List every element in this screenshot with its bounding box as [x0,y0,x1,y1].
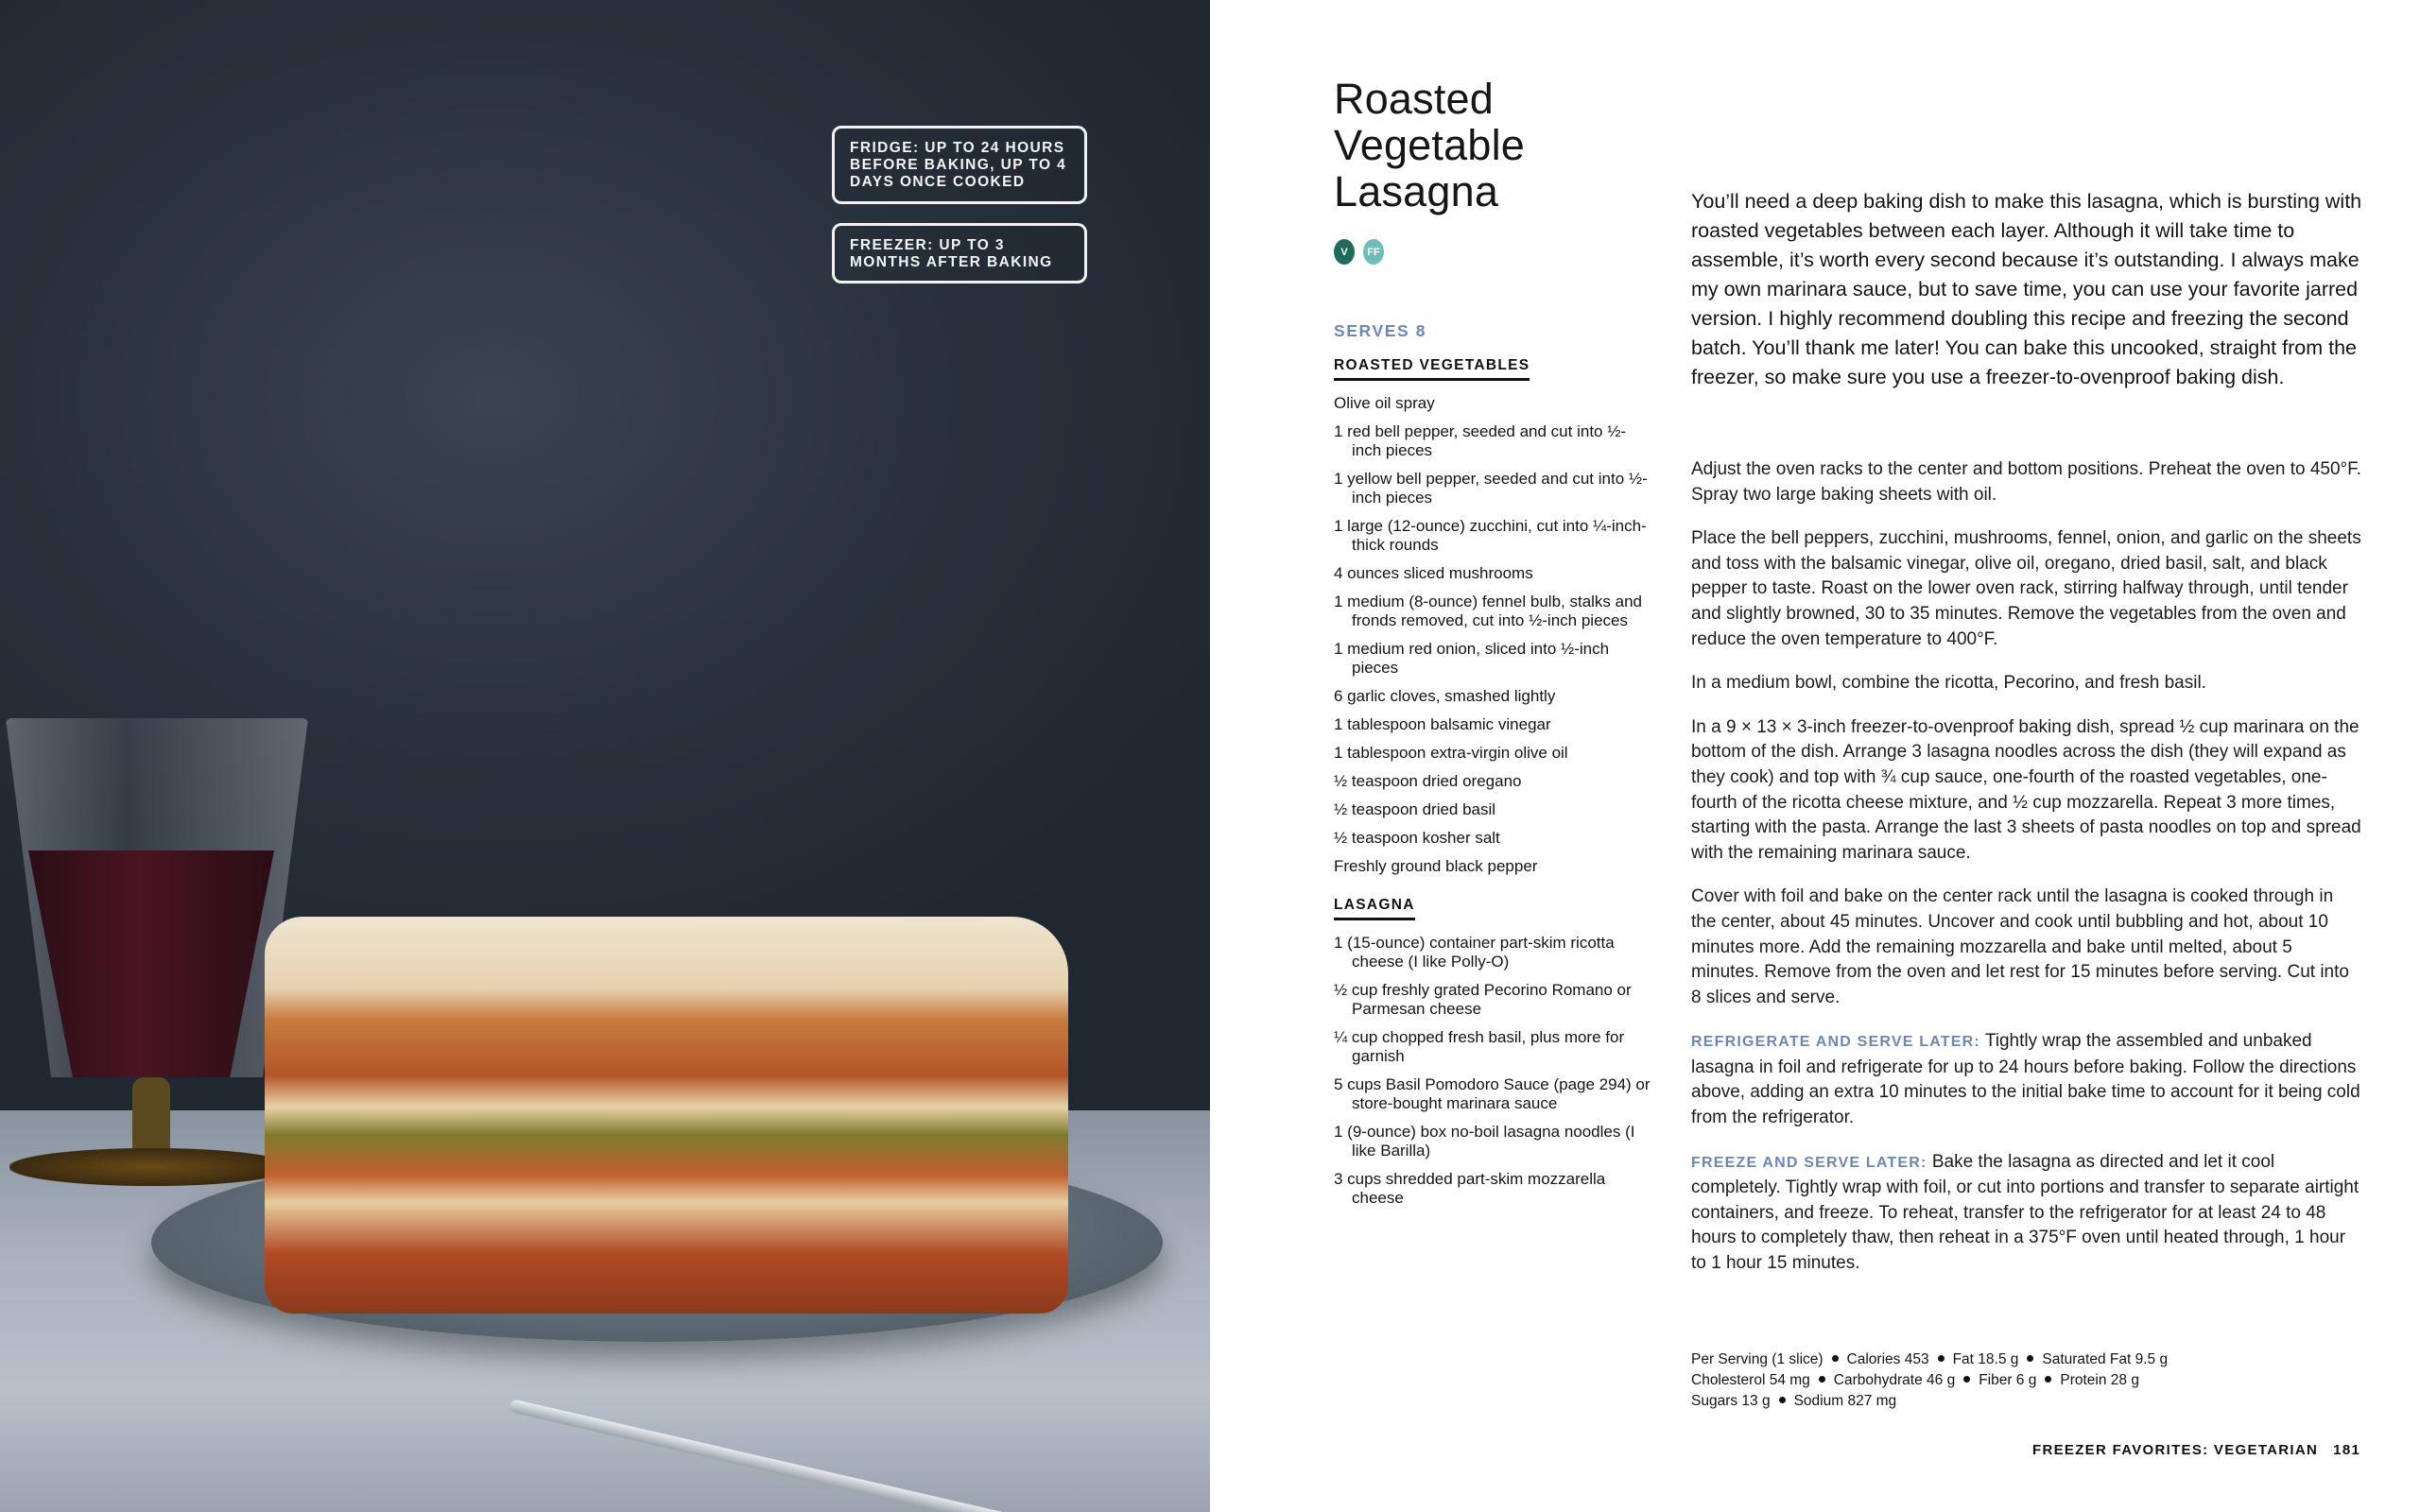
ingredient-item: Freshly ground black pepper [1334,857,1538,875]
ingredient-group-lasagna [1334,897,1655,1208]
method-steps [1691,457,2362,1296]
vegetarian-badge: V [1334,239,1355,265]
ingredient-item: 4 ounces sliced mushrooms [1334,564,1533,582]
nutrition-item: Sugars 13 g [1691,1393,1771,1409]
method-step: Adjust the oven racks to the center and bottom positions. Preheat the oven to 450°F. Spray two large baking sheets with oil. [1691,459,2361,505]
nutrition-item: Calories 453 [1846,1351,1929,1367]
ingredient-item: 1 yellow bell pepper, seeded and cut into ½-inch pieces [1334,470,1648,507]
section-title: FREEZER FAVORITES: VEGETARIAN [2032,1442,2319,1458]
fridge-storage-note: FRIDGE: UP TO 24 HOURS BEFORE BAKING, UP TO 4 DAYS ONCE COOKED [832,126,1087,204]
bullet-icon [1779,1397,1786,1403]
page-footer [2032,1442,2360,1458]
method-step: Cover with foil and bake on the center rack until the lasagna is cooked through in the center, about 45 minutes. Uncover and cook until bubbling and hot, about 10 minutes more. Add the remaining mozzarella and bake until melted, about 5 minutes. Remove from the oven and let rest for 15 minutes before serving. Cut into 8 slices and serve. [1691,886,2349,1007]
method-step: In a medium bowl, combine the ricotta, Pecorino, and fresh basil. [1691,673,2206,694]
ingredient-item: ½ teaspoon dried oregano [1334,772,1522,790]
freezer-friendly-badge: FF [1363,239,1384,265]
ingredient-item: 3 cups shredded part-skim mozzarella cheese [1334,1170,1606,1207]
ingredient-item: ½ cup freshly grated Pecorino Romano or Parmesan cheese [1334,981,1632,1018]
method-step: Place the bell peppers, zucchini, mushrooms, fennel, onion, and garlic on the sheets and toss with the balsamic vinegar, olive oil, oregano, dried basil, salt, and black pepper to taste. Roast on the lower oven rack, stirring halfway through, until tender and slightly browned, 30 to 35 minutes. Remove the vegetables from the oven and reduce the oven temperature to 400°F. [1691,528,2361,649]
ingredient-heading: LASAGNA [1334,897,1415,920]
ingredient-item: ½ teaspoon dried basil [1334,800,1496,818]
freeze-note [1691,1150,2362,1277]
nutrition-item: Carbohydrate 46 g [1833,1372,1956,1388]
bullet-icon [1938,1355,1945,1362]
bullet-icon [1819,1376,1825,1383]
ingredients-column [1334,321,1655,1217]
refrigerate-text: Tightly wrap the assembled and unbaked lasagna in foil and refrigerate for up to 24 hours before baking. Follow the directions above, adding an extra 10 minutes to the initial bake time to account for it being cold from the refrigerator. [1691,1031,2360,1128]
nutrition-item: Protein 28 g [2060,1372,2139,1388]
refrigerate-label: REFRIGERATE AND SERVE LATER: [1691,1034,1980,1051]
bullet-icon [2027,1355,2033,1362]
nutrition-item: Sodium 827 mg [1793,1393,1897,1409]
ingredient-item: 1 red bell pepper, seeded and cut into ½-inch pieces [1334,422,1627,459]
page-number: 181 [2333,1442,2361,1458]
nutrition-item: Cholesterol 54 mg [1691,1372,1810,1388]
nutrition-item: Saturated Fat 9.5 g [2042,1351,2169,1367]
bullet-icon [1832,1355,1839,1362]
ingredient-item: 1 tablespoon balsamic vinegar [1334,715,1551,733]
ingredient-item: 1 large (12-ounce) zucchini, cut into ¼-inch-thick rounds [1334,517,1647,554]
nutrition-item: Fat 18.5 g [1952,1351,2019,1367]
ingredient-item: 6 garlic cloves, smashed lightly [1334,687,1556,705]
ingredient-heading: ROASTED VEGETABLES [1334,357,1530,381]
ingredient-group-roasted-vegetables [1334,357,1655,876]
nutrition-info [1691,1349,2372,1412]
ingredient-item: 5 cups Basil Pomodoro Sauce (page 294) or store-bought marinara sauce [1334,1075,1651,1112]
recipe-intro: You’ll need a deep baking dish to make this lasagna, which is bursting with roasted vegetables between each layer. Although it will take time to assemble, it’s worth every second because it’s outstanding. I always make my own marinara sauce, but to save time, you can use your favorite jarred version. I highly recommend doubling this recipe and freezing the second batch. You’ll thank me later! You can bake this uncooked, straight from the freezer, so make sure you use a freezer-to-ovenproof baking dish. [1691,190,2362,388]
method-step: In a 9 × 13 × 3-inch freezer-to-ovenproof baking dish, spread ½ cup marinara on the bottom of the dish. Arrange 3 lasagna noodles across the dish (they will expand as they cook) and top with ¾ cup sauce, one-fourth of the roasted vegetables, one-fourth of the ricotta cheese mixture, and ½ cup mozzarella. Repeat 3 more times, starting with the pasta. Arrange the last 3 sheets of pasta noodles on top and spread with the remaining marinara sauce. [1691,716,2361,863]
ingredient-item: Olive oil spray [1334,394,1435,412]
ingredient-item: 1 (15-ounce) container part-skim ricotta cheese (I like Polly-O) [1334,934,1615,971]
freezer-storage-note: FREEZER: UP TO 3 MONTHS AFTER BAKING [832,223,1087,284]
refrigerate-note [1691,1029,2362,1130]
ingredient-item: ½ teaspoon kosher salt [1334,829,1500,847]
bullet-icon [2045,1376,2051,1383]
freeze-text: Bake the lasagna as directed and let it cool completely. Tightly wrap with foil, or cut into portions and transfer to separate airtight containers, and freeze. To reheat, transfer to the refrigerator for at least 24 to 48 hours to completely thaw, then reheat in a 375°F oven until heated through, 1 hour to 1 hour 15 minutes. [1691,1151,2360,1274]
diet-badges [1334,239,1384,265]
bullet-icon [1963,1376,1970,1383]
nutrition-item: Per Serving (1 slice) [1691,1351,1824,1367]
ingredient-item: ¼ cup chopped fresh basil, plus more for garnish [1334,1028,1625,1065]
ingredient-item: 1 tablespoon extra-virgin olive oil [1334,744,1568,762]
ingredient-item: 1 (9-ounce) box no-boil lasagna noodles (I like Barilla) [1334,1123,1635,1160]
ingredient-item: 1 medium (8-ounce) fennel bulb, stalks and fronds removed, cut into ½-inch pieces [1334,593,1643,629]
freeze-label: FREEZE AND SERVE LATER: [1691,1154,1927,1171]
ingredient-item: 1 medium red onion, sliced into ½-inch pieces [1334,640,1610,677]
lasagna-slice [265,917,1068,1314]
nutrition-item: Fiber 6 g [1979,1372,2037,1388]
recipe-page [1210,0,2420,1512]
serves-label: SERVES 8 [1334,321,1427,340]
recipe-title: Roasted Vegetable Lasagna [1334,75,1525,215]
